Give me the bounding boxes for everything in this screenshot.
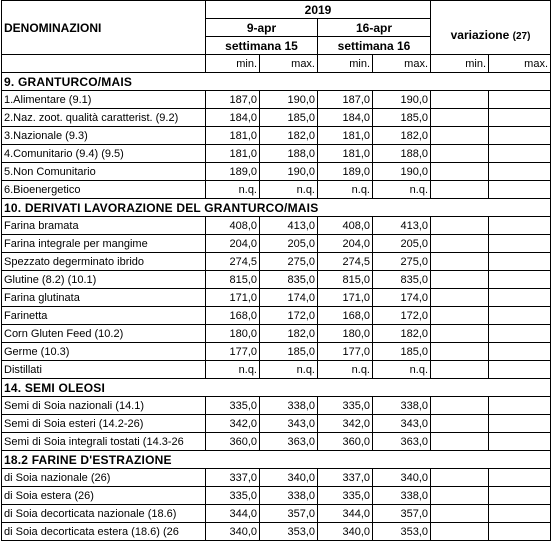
variation-min xyxy=(431,469,489,487)
week2-header: settimana 16 xyxy=(318,37,431,55)
variation-max xyxy=(489,253,551,271)
table-row xyxy=(2,505,551,523)
variation-label: variazione xyxy=(450,28,510,43)
section-header-row xyxy=(2,199,551,217)
max-header-var: max. xyxy=(489,55,551,73)
table-row xyxy=(2,127,551,145)
min-price-week-15: n.q. xyxy=(206,361,260,379)
min-price-week-16: n.q. xyxy=(318,181,373,199)
min-price-week-15: 815,0 xyxy=(206,271,260,289)
min-price-week-16: 337,0 xyxy=(318,469,373,487)
variation-max xyxy=(489,523,551,541)
product-name: Farina integrale per mangime xyxy=(2,235,206,253)
min-price-week-15: 337,0 xyxy=(206,469,260,487)
max-price-week-16: n.q. xyxy=(373,361,431,379)
max-price-week-15: 338,0 xyxy=(260,487,318,505)
min-price-week-15: 204,0 xyxy=(206,235,260,253)
max-price-week-16: 190,0 xyxy=(373,163,431,181)
max-price-week-15: 275,0 xyxy=(260,253,318,271)
max-price-week-15: 182,0 xyxy=(260,127,318,145)
header-row-year xyxy=(2,1,551,19)
max-price-week-16: 338,0 xyxy=(373,487,431,505)
product-name: Farina glutinata xyxy=(2,289,206,307)
min-price-week-16: 189,0 xyxy=(318,163,373,181)
min-price-week-16: 177,0 xyxy=(318,343,373,361)
max-price-week-15: 185,0 xyxy=(260,343,318,361)
max-price-week-16: 182,0 xyxy=(373,127,431,145)
max-price-week-15: n.q. xyxy=(260,181,318,199)
variation-min xyxy=(431,163,489,181)
max-price-week-15: 174,0 xyxy=(260,289,318,307)
table-row xyxy=(2,163,551,181)
max-price-week-15: 205,0 xyxy=(260,235,318,253)
max-price-week-15: 353,0 xyxy=(260,523,318,541)
min-price-week-16: 344,0 xyxy=(318,505,373,523)
min-price-week-15: n.q. xyxy=(206,181,260,199)
min-price-week-16: 171,0 xyxy=(318,289,373,307)
variation-max xyxy=(489,181,551,199)
table-row xyxy=(2,109,551,127)
min-price-week-15: 180,0 xyxy=(206,325,260,343)
variation-min xyxy=(431,181,489,199)
max-header-1: max. xyxy=(260,55,318,73)
min-header-2: min. xyxy=(318,55,373,73)
table-row xyxy=(2,415,551,433)
variation-min xyxy=(431,487,489,505)
max-price-week-15: 172,0 xyxy=(260,307,318,325)
table-row xyxy=(2,307,551,325)
max-price-week-16: 185,0 xyxy=(373,343,431,361)
max-header-2: max. xyxy=(373,55,431,73)
variation-min xyxy=(431,145,489,163)
min-price-week-15: 360,0 xyxy=(206,433,260,451)
min-price-week-15: 187,0 xyxy=(206,91,260,109)
max-price-week-16: 340,0 xyxy=(373,469,431,487)
product-name: 3.Nazionale (9.3) xyxy=(2,127,206,145)
table-row xyxy=(2,217,551,235)
section-header-row xyxy=(2,451,551,469)
variation-min xyxy=(431,235,489,253)
max-price-week-16: 275,0 xyxy=(373,253,431,271)
variation-header-top xyxy=(431,1,551,19)
product-name: Semi di Soia nazionali (14.1) xyxy=(2,397,206,415)
min-price-week-15: 342,0 xyxy=(206,415,260,433)
table-row xyxy=(2,343,551,361)
section-header-row xyxy=(2,73,551,91)
variation-max xyxy=(489,469,551,487)
denominazioni-header: DENOMINAZIONI xyxy=(2,1,206,55)
min-price-week-16: 360,0 xyxy=(318,433,373,451)
min-price-week-16: 168,0 xyxy=(318,307,373,325)
min-price-week-16: 408,0 xyxy=(318,217,373,235)
min-price-week-16: 180,0 xyxy=(318,325,373,343)
product-name: Semi di Soia esteri (14.2-26) xyxy=(2,415,206,433)
variation-max xyxy=(489,415,551,433)
variation-min xyxy=(431,523,489,541)
week1-header: settimana 15 xyxy=(206,37,318,55)
variation-min xyxy=(431,397,489,415)
section-title: 18.2 FARINE D'ESTRAZIONE xyxy=(2,451,551,469)
min-header-1: min. xyxy=(206,55,260,73)
minmax-spacer xyxy=(2,55,206,73)
max-price-week-15: 338,0 xyxy=(260,397,318,415)
product-name: 4.Comunitario (9.4) (9.5) xyxy=(2,145,206,163)
max-price-week-15: 185,0 xyxy=(260,109,318,127)
table-row xyxy=(2,235,551,253)
max-price-week-16: 343,0 xyxy=(373,415,431,433)
variation-max xyxy=(489,397,551,415)
min-price-week-16: 181,0 xyxy=(318,145,373,163)
min-price-week-16: 274,5 xyxy=(318,253,373,271)
section-title: 10. DERIVATI LAVORAZIONE DEL GRANTURCO/MAIS xyxy=(2,199,551,217)
min-header-var: min. xyxy=(431,55,489,73)
table-row xyxy=(2,433,551,451)
variation-min xyxy=(431,109,489,127)
year-header: 2019 xyxy=(206,1,431,19)
max-price-week-15: 188,0 xyxy=(260,145,318,163)
min-price-week-16: 340,0 xyxy=(318,523,373,541)
max-price-week-15: 357,0 xyxy=(260,505,318,523)
product-name: Glutine (8.2) (10.1) xyxy=(2,271,206,289)
max-price-week-15: 343,0 xyxy=(260,415,318,433)
max-price-week-16: 188,0 xyxy=(373,145,431,163)
variation-max xyxy=(489,109,551,127)
variation-header xyxy=(431,19,551,55)
table-row xyxy=(2,469,551,487)
table-row xyxy=(2,145,551,163)
table-row xyxy=(2,361,551,379)
variation-max xyxy=(489,361,551,379)
product-name: di Soia estera (26) xyxy=(2,487,206,505)
table-row xyxy=(2,181,551,199)
variation-max xyxy=(489,91,551,109)
date2-header: 16-apr xyxy=(318,19,431,37)
max-price-week-15: 363,0 xyxy=(260,433,318,451)
section-title: 14. SEMI OLEOSI xyxy=(2,379,551,397)
min-price-week-15: 189,0 xyxy=(206,163,260,181)
variation-note: (27) xyxy=(512,31,531,43)
min-price-week-16: 181,0 xyxy=(318,127,373,145)
variation-max xyxy=(489,487,551,505)
variation-max xyxy=(489,163,551,181)
min-price-week-15: 171,0 xyxy=(206,289,260,307)
variation-min xyxy=(431,325,489,343)
max-price-week-15: 413,0 xyxy=(260,217,318,235)
product-name: Semi di Soia integrali tostati (14.3-26 xyxy=(2,433,206,451)
max-price-week-15: 340,0 xyxy=(260,469,318,487)
max-price-week-16: 357,0 xyxy=(373,505,431,523)
min-price-week-16: 187,0 xyxy=(318,91,373,109)
min-price-week-15: 335,0 xyxy=(206,487,260,505)
product-name: di Soia decorticata estera (18.6) (26 xyxy=(2,523,206,541)
variation-min xyxy=(431,433,489,451)
table-row xyxy=(2,397,551,415)
min-price-week-15: 177,0 xyxy=(206,343,260,361)
max-price-week-16: 835,0 xyxy=(373,271,431,289)
variation-min xyxy=(431,361,489,379)
product-name: 6.Bioenergetico xyxy=(2,181,206,199)
min-price-week-16: 342,0 xyxy=(318,415,373,433)
product-name: Distillati xyxy=(2,361,206,379)
max-price-week-16: 205,0 xyxy=(373,235,431,253)
min-price-week-16: 335,0 xyxy=(318,397,373,415)
max-price-week-16: 190,0 xyxy=(373,91,431,109)
max-price-week-16: 182,0 xyxy=(373,325,431,343)
min-price-week-15: 335,0 xyxy=(206,397,260,415)
table-row xyxy=(2,253,551,271)
max-price-week-16: 172,0 xyxy=(373,307,431,325)
min-price-week-15: 184,0 xyxy=(206,109,260,127)
max-price-week-15: 182,0 xyxy=(260,325,318,343)
variation-min xyxy=(431,217,489,235)
variation-min xyxy=(431,271,489,289)
min-price-week-15: 274,5 xyxy=(206,253,260,271)
min-price-week-15: 168,0 xyxy=(206,307,260,325)
min-price-week-15: 181,0 xyxy=(206,127,260,145)
max-price-week-16: 413,0 xyxy=(373,217,431,235)
product-name: Corn Gluten Feed (10.2) xyxy=(2,325,206,343)
max-price-week-15: 835,0 xyxy=(260,271,318,289)
variation-min xyxy=(431,415,489,433)
header-row-minmax xyxy=(2,55,551,73)
section-header-row xyxy=(2,379,551,397)
table-row xyxy=(2,289,551,307)
product-name: Germe (10.3) xyxy=(2,343,206,361)
table-row xyxy=(2,271,551,289)
min-price-week-16: 204,0 xyxy=(318,235,373,253)
product-name: di Soia nazionale (26) xyxy=(2,469,206,487)
table-row xyxy=(2,523,551,541)
max-price-week-15: 190,0 xyxy=(260,91,318,109)
max-price-week-15: 190,0 xyxy=(260,163,318,181)
variation-min xyxy=(431,253,489,271)
min-price-week-15: 408,0 xyxy=(206,217,260,235)
min-price-week-16: 335,0 xyxy=(318,487,373,505)
min-price-week-15: 340,0 xyxy=(206,523,260,541)
variation-max xyxy=(489,217,551,235)
date1-header: 9-apr xyxy=(206,19,318,37)
table-row xyxy=(2,325,551,343)
max-price-week-16: 185,0 xyxy=(373,109,431,127)
variation-max xyxy=(489,145,551,163)
variation-max xyxy=(489,433,551,451)
product-name: 5.Non Comunitario xyxy=(2,163,206,181)
max-price-week-16: 338,0 xyxy=(373,397,431,415)
price-table xyxy=(1,0,551,541)
variation-max xyxy=(489,505,551,523)
table-row xyxy=(2,487,551,505)
variation-min xyxy=(431,91,489,109)
product-name: 1.Alimentare (9.1) xyxy=(2,91,206,109)
max-price-week-16: n.q. xyxy=(373,181,431,199)
section-title: 9. GRANTURCO/MAIS xyxy=(2,73,551,91)
min-price-week-16: n.q. xyxy=(318,361,373,379)
variation-max xyxy=(489,271,551,289)
product-name: Spezzato degerminato ibrido xyxy=(2,253,206,271)
variation-max xyxy=(489,289,551,307)
min-price-week-15: 344,0 xyxy=(206,505,260,523)
variation-min xyxy=(431,343,489,361)
min-price-week-15: 181,0 xyxy=(206,145,260,163)
variation-min xyxy=(431,505,489,523)
product-name: 2.Naz. zoot. qualità caratterist. (9.2) xyxy=(2,109,206,127)
variation-max xyxy=(489,127,551,145)
max-price-week-16: 174,0 xyxy=(373,289,431,307)
variation-max xyxy=(489,307,551,325)
variation-max xyxy=(489,235,551,253)
product-name: Farina bramata xyxy=(2,217,206,235)
min-price-week-16: 815,0 xyxy=(318,271,373,289)
max-price-week-16: 353,0 xyxy=(373,523,431,541)
product-name: Farinetta xyxy=(2,307,206,325)
variation-min xyxy=(431,307,489,325)
product-name: di Soia decorticata nazionale (18.6) xyxy=(2,505,206,523)
table-row xyxy=(2,91,551,109)
variation-min xyxy=(431,289,489,307)
min-price-week-16: 184,0 xyxy=(318,109,373,127)
variation-max xyxy=(489,343,551,361)
variation-max xyxy=(489,325,551,343)
variation-min xyxy=(431,127,489,145)
max-price-week-15: n.q. xyxy=(260,361,318,379)
max-price-week-16: 363,0 xyxy=(373,433,431,451)
